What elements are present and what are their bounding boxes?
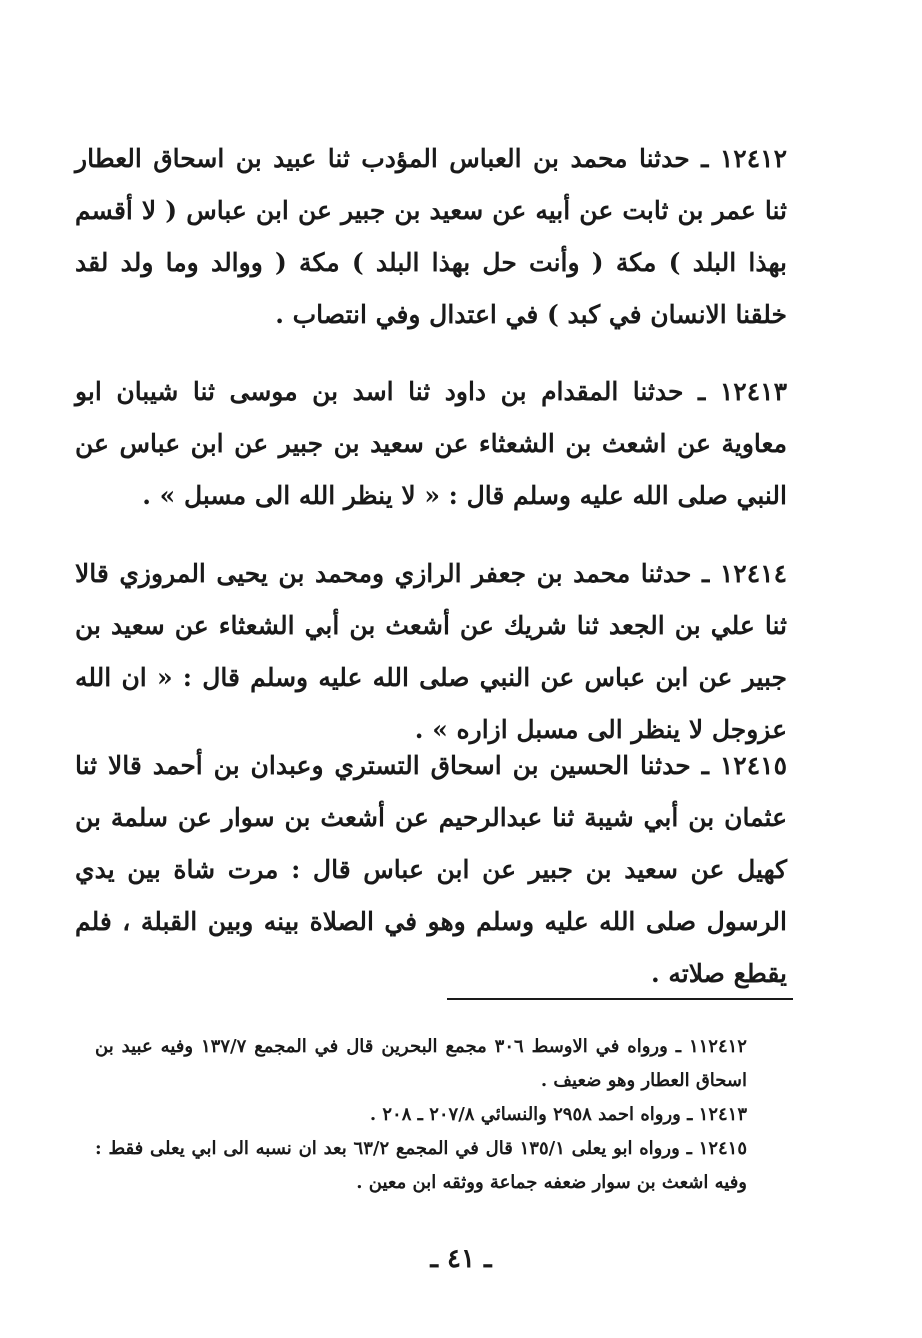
page-number: ـ ٤١ ـ xyxy=(430,1244,492,1274)
hadith-12412: ١٢٤١٢ ـ حدثنا محمد بن العباس المؤدب ثنا عبيد بن اسحاق العطار ثنا عمر بن ثابت عن أبيه عن سعيد بن جبير عن ابن عباس ( لا أقسم بهذا البلد ) مكة ( وأنت حل بهذا البلد ) مكة ( ووالد وما ولد لقد خلقنا الانسان في كبد ) في اعتدال وفي انتصاب . xyxy=(75,144,787,329)
hadith-text: حدثنا محمد بن العباس المؤدب ثنا عبيد بن اسحاق العطار ثنا عمر بن ثابت عن أبيه عن سعيد بن جبير عن ابن عباس ( لا أقسم بهذا البلد ) مكة ( وأنت حل بهذا البلد ) مكة ( ووالد وما ولد لقد خلقنا الانسان في كبد ) في اعتدال وفي انتصاب . xyxy=(75,144,787,329)
hadith-number: ١٢٤١٥ xyxy=(719,751,788,780)
hadith-12415: ١٢٤١٥ ـ حدثنا الحسين بن اسحاق التستري وعبدان بن أحمد قالا ثنا عثمان بن أبي شيبة ثنا عبدالرحيم عن أشعث بن سوار عن سلمة بن كهيل عن سعيد بن جبير عن ابن عباس قال : مرت شاة بين يدي الرسول صلى الله عليه وسلم وهو في الصلاة بينه وبين القبلة ، فلم يقطع صلاته . xyxy=(75,751,788,988)
footnote-12413: ١٢٤١٣ ـ ورواه احمد ٢٩٥٨ والنسائي ٢٠٧/٨ ـ ٢٠٨ . xyxy=(369,1104,747,1125)
hadith-number: ١٢٤١٤ xyxy=(719,559,787,588)
footnotes xyxy=(95,1030,785,1200)
hadith-number: ١٢٤١٢ xyxy=(719,144,787,173)
hadith-text: حدثنا المقدام بن داود ثنا اسد بن موسى ثنا شيبان ابو معاوية عن اشعث بن الشعثاء عن سعيد بن جبير عن ابن عباس عن النبي صلى الله عليه وسلم قال : « لا ينظر الله الى مسبل » . xyxy=(75,377,787,510)
footnote-12415: ١٢٤١٥ ـ ورواه ابو يعلى ١٣٥/١ قال في المجمع ٦٣/٢ بعد ان نسبه الى ابي يعلى فقط : وفيه اشعث بن سوار ضعفه جماعة ووثقه ابن معين . xyxy=(95,1138,747,1193)
footnote-12412: ١١٢٤١٢ ـ ورواه في الاوسط ٣٠٦ مجمع البحرين قال في المجمع ١٣٧/٧ وفيه عبيد بن اسحاق العطار وهو ضعيف . xyxy=(95,1036,747,1091)
hadith-text: حدثنا محمد بن جعفر الرازي ومحمد بن يحيى المروزي قالا ثنا علي بن الجعد ثنا شريك عن أشعث بن أبي الشعثاء عن سعيد بن جبير عن ابن عباس عن النبي صلى الله عليه وسلم قال : « ان الله عزوجل لا ينظر الى مسبل ازاره » . xyxy=(75,559,787,744)
footnote-divider xyxy=(447,998,793,1000)
hadith-text: حدثنا الحسين بن اسحاق التستري وعبدان بن أحمد قالا ثنا عثمان بن أبي شيبة ثنا عبدالرحيم عن أشعث بن سوار عن سلمة بن كهيل عن سعيد بن جبير عن ابن عباس قال : مرت شاة بين يدي الرسول صلى الله عليه وسلم وهو في الصلاة بينه وبين القبلة ، فلم يقطع صلاته . xyxy=(75,751,787,988)
hadith-12413: ١٢٤١٣ ـ حدثنا المقدام بن داود ثنا اسد بن موسى ثنا شيبان ابو معاوية عن اشعث بن الشعثاء عن سعيد بن جبير عن ابن عباس عن النبي صلى الله عليه وسلم قال : « لا ينظر الله الى مسبل » . xyxy=(75,377,787,510)
hadith-12414: ١٢٤١٤ ـ حدثنا محمد بن جعفر الرازي ومحمد بن يحيى المروزي قالا ثنا علي بن الجعد ثنا شريك عن أشعث بن أبي الشعثاء عن سعيد بن جبير عن ابن عباس عن النبي صلى الله عليه وسلم قال : « ان الله عزوجل لا ينظر الى مسبل ازاره » . xyxy=(75,559,787,744)
hadith-number: ١٢٤١٣ xyxy=(719,377,787,406)
